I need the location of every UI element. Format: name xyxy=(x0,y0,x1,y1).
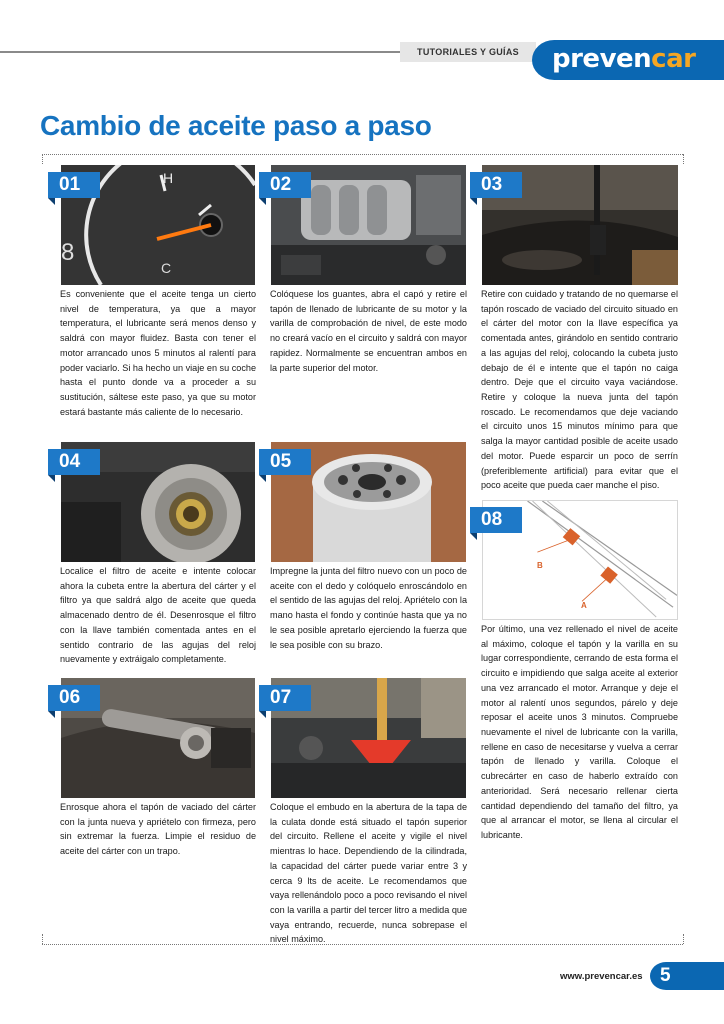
marker-a-label: A xyxy=(581,601,587,610)
step-02-badge-fold xyxy=(259,198,266,205)
step-05-badge: 05 xyxy=(259,449,311,475)
step-06-text: Enrosque ahora el tapón de vaciado del cárter con la junta nueva y apriételo con firmeza, pero sin extremar la fuerza. Limpie el residuo de aceite del cárter con un trapo. xyxy=(60,802,256,857)
step-06-badge-fold xyxy=(48,711,55,718)
step-05-text: Impregne la junta del filtro nuevo con un poco de aceite con el dedo y colóquelo enroscándolo en el sentido de las agujas del reloj. Apriételo con la mano hasta el fondo y continúe hasta que ya no le sea posible apretarlo ejerciendo la fuerza que le sea posible con su brazo. xyxy=(270,566,467,650)
svg-text:H: H xyxy=(163,170,174,186)
step-01-badge-fold xyxy=(48,198,55,205)
top-dotted-divider xyxy=(42,154,683,155)
svg-text:8: 8 xyxy=(61,239,75,266)
section-label: TUTORIALES Y GUÍAS xyxy=(400,42,536,62)
step-03-text: Retire con cuidado y tratando de no quemarse el tapón roscado de vaciado del circuito situado en el cárter del motor con la llave específica ya comentada antes, girándolo en sentido contrario a las agujas del reloj, colocando la cubeta justo debajo de él e intente que el tapón no caiga dentro. Deje que el circuito vaya vaciándose. Retire y coloque la nueva junta del tapón roscado. Le recomendamos que deje vaciando el circuito unos 15 minutos mínimo para que salga la mayor cantidad posible de aceite usado del motor. Puede esparcir un poco de serrín (preferiblemente artificial) para evitar que el poco aceite que pueda caer manche el piso. xyxy=(481,289,678,491)
step-07-badge: 07 xyxy=(259,685,311,711)
brand-logo[interactable] xyxy=(532,40,724,80)
step-01-badge: 01 xyxy=(48,172,100,198)
page-number: 5 xyxy=(650,962,724,990)
right-dotted-tick xyxy=(683,154,684,164)
step-04-badge: 04 xyxy=(48,449,100,475)
step-04-badge-fold xyxy=(48,475,55,482)
page-title: Cambio de aceite paso a paso xyxy=(40,110,432,141)
step-05-badge-fold xyxy=(259,475,266,482)
left-dotted-tick-bottom xyxy=(42,934,43,944)
brand-wordmark: prevencar xyxy=(552,44,696,74)
step-08-badge: 08 xyxy=(470,507,522,533)
step-03-badge-fold xyxy=(470,198,477,205)
step-06-badge: 06 xyxy=(48,685,100,711)
step-02-text: Colóquese los guantes, abra el capó y retire el tapón de llenado de lubricante de su motor y la varilla de comprobación de nivel, de este modo no creará vacío en el circuito y saldrá con mayor rapidez. Normalmente se encuentran ambos en la parte superior del motor. xyxy=(270,289,467,373)
step-03-badge: 03 xyxy=(470,172,522,198)
step-01-text: Es conveniente que el aceite tenga un cierto nivel de temperatura, ya que a mayor temperatura, el lubricante será menos denso y saldrá con mayor fluidez. Basta con tener el motor arrancado unos 5 minutos al ralentí para poder vaciarlo. Si ha hecho un viaje en su coche hasta el punto donde va a proceder a su sustitución, sáltese este paso, ya que su motor estará bastante más caliente de lo necesario. xyxy=(60,289,256,417)
svg-text:C: C xyxy=(161,260,172,276)
step-07-badge-fold xyxy=(259,711,266,718)
step-08-text: Por último, una vez rellenado el nivel de aceite al máximo, coloque el tapón y la varilla en su lugar correspondiente, cerrando de esta forma el circuito e impidiendo que salga aceite al exterior una vez arrancado el motor. Arranque y deje el motor al ralentí unos segundos, párelo y deje reposar el aceite unos 3 minutos. Compruebe nuevamente el nivel de lubricante con la varilla, rellene en caso de necesitarse y vuelva a cerrar tapón de llenado y varilla. Coloque el cubrecárter en caso de haberlo extraído con anterioridad. Será necesario rellenar cierta cantidad dependiendo del tamaño del filtro, ya que al arrancar el motor, se llena al circular el lubricante. xyxy=(481,624,678,841)
step-04-text: Localice el filtro de aceite e intente colocar ahora la cubeta entre la abertura del cárter y el filtro ya que saldrá algo de aceite que queda almacenado dentro de él. Desenrosque el filtro con la llave también comentada antes en el sentido contrario de las agujas del reloj nuevamente y extráigalo completamente. xyxy=(60,566,256,665)
left-dotted-tick xyxy=(42,154,43,164)
header-rule xyxy=(0,51,400,53)
step-02-badge: 02 xyxy=(259,172,311,198)
footer-website-link[interactable]: www.prevencar.es xyxy=(560,971,643,982)
marker-b-label: B xyxy=(537,561,543,570)
step-07-text: Coloque el embudo en la abertura de la tapa de la culata donde está situado el tapón superior del circuito. Rellene el aceite y vigile el nivel mientras lo hace. Dependiendo de la cilindrada, la capacidad del cárter puede variar entre 3 y cerca 9 lts de aceite. Le recomendamos que vaya rellenándolo poco a poco revisando el nivel con la varilla a partir del tercer litro a medida que vaya entrando, recuerde, nunca sobrepase el nivel máximo. xyxy=(270,802,467,945)
right-dotted-tick-bottom xyxy=(683,934,684,944)
step-08-badge-fold xyxy=(470,533,477,540)
